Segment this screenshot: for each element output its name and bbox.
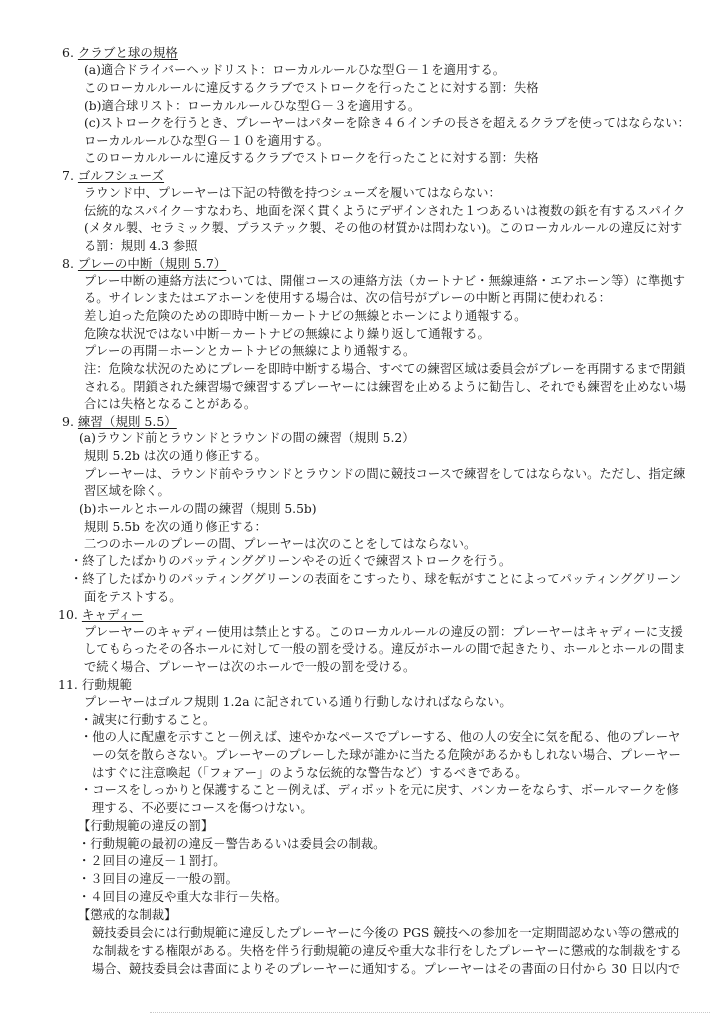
text-line: ・２回目の違反－１罰打。 — [78, 854, 226, 868]
section-11-title: 行動規範 — [81, 677, 132, 692]
section-8-heading — [62, 255, 226, 272]
text-line: ・４回目の違反や重大な非行－失格。 — [78, 890, 288, 904]
text-line: ーの気を散らさない。プレーヤーのプレーした球が誰かに当たる危険があるかもしれない場合、プレーヤー — [92, 748, 681, 762]
text-line: プレーヤーはゴルフ規則 1.2a に記されている通り行動しなければならない。 — [84, 695, 512, 709]
section-8-title: プレーの中断（規則 5.7） — [77, 256, 227, 271]
text-line: 合には失格となることがある。 — [84, 397, 257, 411]
text-line: (a)ラウンド前とラウンドとラウンドの間の練習（規則 5.2） — [79, 431, 415, 445]
text-line: 【懲戒的な制裁】 — [78, 908, 177, 922]
text-line: このローカルルールに違反するクラブでストロークを行ったことに対する罰：失格 — [84, 151, 539, 165]
text-line: 規則 5.2b は次の通り修正する。 — [84, 449, 267, 463]
section-6-number: 6. — [62, 45, 74, 60]
text-line: ローカルルールひな型Ｇ－１０を適用する。 — [84, 134, 330, 148]
section-10-heading — [58, 606, 143, 623]
section-10-number: 10. — [58, 607, 78, 622]
section-6-title: クラブと球の規格 — [77, 45, 178, 60]
text-line: 注：危険な状況のためにプレーを即時中断する場合、すべての練習区域は委員会がプレーを再開するまで閉鎖 — [84, 362, 686, 376]
text-line: (a)適合ドライバーヘッドリスト：ローカルルールひな型Ｇ－１を適用する。 — [84, 63, 506, 77]
section-9-heading — [62, 413, 177, 430]
section-11-heading — [58, 676, 132, 693]
section-7-title: ゴルフシューズ — [77, 168, 165, 183]
text-line: ・終了したばかりのパッティンググリーンやその近くで練習ストロークを行う。 — [70, 554, 512, 568]
text-line: 差し迫った危険のための即時中断－カートナビの無線とホーンにより通報する。 — [84, 309, 527, 323]
text-line: 理する、不必要にコースを傷つけない。 — [92, 801, 313, 815]
text-line: はすぐに注意喚起（「フォアー」のような伝統的な警告など）するべきである。 — [92, 766, 528, 780]
text-line: 危険な状況ではない中断－カートナビの無線により繰り返して通報する。 — [84, 327, 490, 341]
text-line: る罰：規則 4.3 参照 — [84, 239, 198, 253]
text-line: 伝統的なスパイク－すなわち、地面を深く貫くようにデザインされた１つあるいは複数の鋲を有するスパイク — [84, 204, 686, 218]
section-11-number: 11. — [58, 677, 78, 692]
text-line: (c)ストロークを行うとき、プレーヤーはパターを除き４６インチの長さを超えるクラブを使ってはならない： — [84, 116, 690, 130]
text-line: ・他の人に配慮を示すこと－例えば、速やかなペースでプレーする、他の人の安全に気を配る、他のプレーヤ — [80, 730, 681, 744]
text-line: ・行動規範の最初の違反－警告あるいは委員会の制裁。 — [78, 837, 386, 851]
page-edge-divider — [150, 1012, 710, 1014]
text-line: で続く場合、プレーヤーは次のホールで一般の罰を受ける。 — [84, 660, 416, 674]
text-line: される。閉鎖された練習場で練習するプレーヤーには練習を止めるように勧告し、それでも練習を止めない場 — [84, 380, 687, 394]
text-line: プレー中断の連絡方法については、開催コースの連絡方法（カートナビ・無線連絡・エアホーン等）に準拠す — [84, 274, 685, 288]
section-9-number: 9. — [62, 414, 74, 429]
text-line: ラウンド中、プレーヤーは下記の特徴を持つシューズを履いてはならない： — [84, 186, 501, 200]
text-line: 場合、競技委員会は書面によりそのプレーヤーに通知する。プレーヤーはその書面の日付から 30 日以内で — [92, 962, 681, 976]
text-line: ・終了したばかりのパッティンググリーンの表面をこすったり、球を転がすことによってパッティンググリーン — [70, 572, 682, 586]
text-line: プレーヤーのキャディー使用は禁止とする。このローカルルールの違反の罰：プレーヤーはキャディーに支援 — [84, 625, 683, 639]
text-line: してもらったその各ホールに対して一般の罰を受ける。違反がホールの間で起きたり、ホールとホールの間ま — [84, 642, 686, 656]
section-7-heading — [62, 167, 164, 184]
text-line: ・コースをしっかりと保護すること－例えば、ディボットを元に戻す、バンカーをならす、ボールマークを修 — [80, 783, 679, 797]
section-9-title: 練習（規則 5.5） — [77, 414, 177, 429]
text-line: 【行動規範の違反の罰】 — [78, 819, 214, 833]
text-line: 競技委員会には行動規範に違反したプレーヤーに今後の PGS 競技への参加を一定期間認めない等の懲戒的 — [92, 926, 680, 940]
section-8-number: 8. — [62, 256, 74, 271]
section-7-number: 7. — [62, 168, 74, 183]
text-line: (b)ホールとホールの間の練習（規則 5.5b) — [79, 502, 317, 516]
text-line: な制裁をする権限がある。失格を伴う行動規範の違反や重大な非行をしたプレーヤーに懲戒的な制裁をする — [92, 944, 682, 958]
text-line: このローカルルールに違反するクラブでストロークを行ったことに対する罰：失格 — [84, 81, 539, 95]
section-10-title: キャディー — [81, 607, 144, 622]
text-line: プレーヤーは、ラウンド前やラウンドとラウンドの間に競技コースで練習をしてはならない。ただし、指定練 — [84, 467, 686, 481]
text-line: 二つのホールのプレーの間、プレーヤーは次のことをしてはならない。 — [84, 537, 477, 551]
section-6-heading — [62, 44, 178, 61]
text-line: る。サイレンまたはエアホーンを使用する場合は、次の信号がプレーの中断と再開に使われる： — [84, 291, 611, 305]
text-line: ・３回目の違反－一般の罰。 — [78, 872, 238, 886]
text-line: (b)適合球リスト：ローカルルールひな型Ｇ－３を適用する。 — [84, 99, 421, 113]
text-line: (メタル製、セラミック製、プラステック製、その他の材質かは問わない)。このローカルルールの違反に対す — [84, 221, 683, 235]
text-line: 面をテストする。 — [84, 590, 182, 604]
text-line: 習区域を除く。 — [84, 484, 170, 498]
text-line: プレーの再開－ホーンとカートナビの無線により通報する。 — [84, 344, 416, 358]
text-line: ・誠実に行動すること。 — [80, 713, 216, 727]
text-line: 規則 5.5b を次の通り修正する： — [84, 520, 267, 534]
